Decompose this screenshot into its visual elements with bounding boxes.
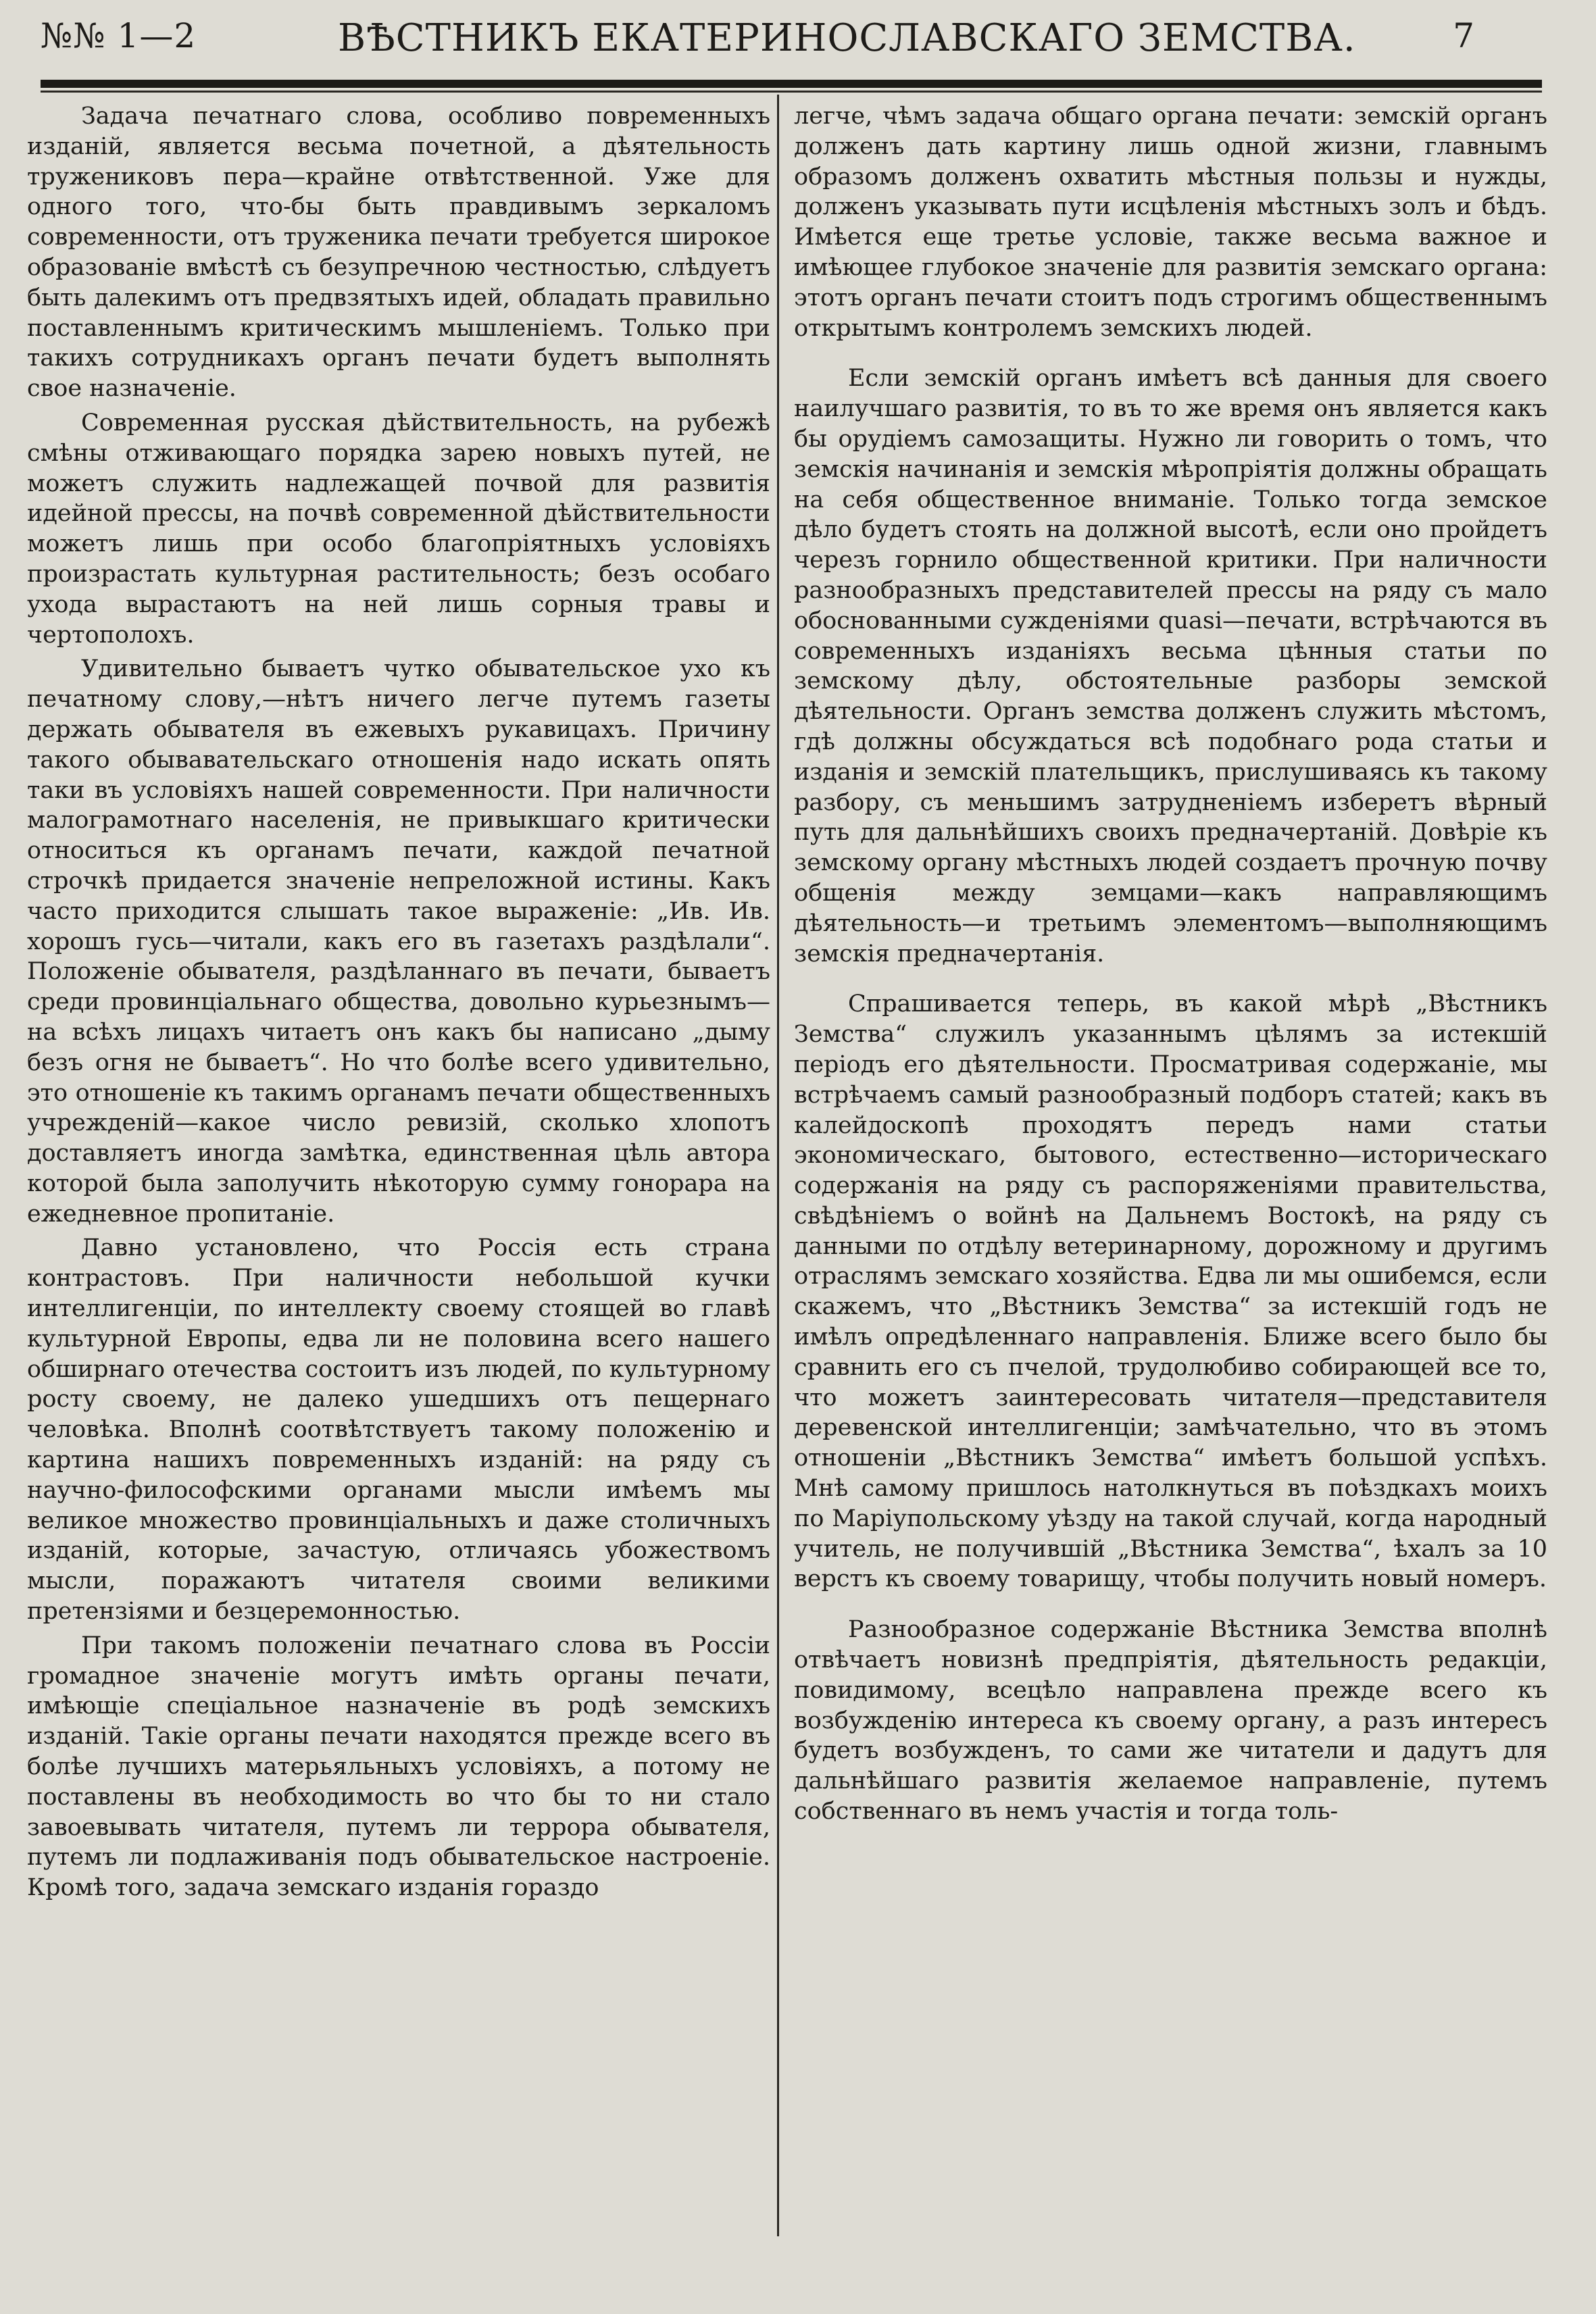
issue-number: №№ 1—2 (41, 16, 197, 55)
paragraph: Спрашивается теперь, въ какой мѣрѣ „Вѣстникъ Земства“ служилъ указаннымъ цѣлямъ за истекшій періодъ его дѣятельности. Просматривая содержаніе, мы встрѣчаемъ самый разнообразный подборъ статей; какъ въ калейдоскопѣ проходятъ передъ нами статьи экономическаго, бытового, естественно—историческаго содержанія на ряду съ распоряженіями правительства, свѣдѣніемъ о войнѣ на Дальнемъ Востокѣ, на ряду съ данными по отдѣлу ветеринарному, дорожному и другимъ отраслямъ земскаго хозяйства. Едва ли мы ошибемся, если скажемъ, что „Вѣстникъ Земства“ за истекшій годъ не имѣлъ опредѣленнаго направленія. Ближе всего было бы сравнить его съ пчелой, трудолюбиво собирающей все то, что можетъ заинтересовать читателя—представителя деревенской интеллигенціи; замѣчательно, что въ этомъ отношеніи „Вѣстникъ Земства“ имѣетъ большой успѣхъ. Мнѣ самому пришлось натолкнуться въ поѣздкахъ моихъ по Маріупольскому уѣзду на такой случай, когда народный учитель, не получившій „Вѣстника Земства“, ѣхалъ за 10 верстъ къ своему товарищу, чтобы получить новый номеръ. (794, 990, 1547, 1593)
paragraph: Задача печатнаго слова, особливо повременныхъ изданій, является весьма почетной, а дѣятельность тружениковъ пера—крайне отвѣтственной. Уже для одного того, что-бы быть правдивымъ зеркаломъ современности, отъ труженика печати требуется широкое образованіе вмѣстѣ съ безупречною честностью, слѣдуетъ быть далекимъ отъ предвзятыхъ идей, обладать правильно поставленнымъ критическимъ мышленіемъ. Только при такихъ сотрудникахъ органъ печати будетъ выполнять свое назначеніе. (27, 103, 770, 403)
paragraph: Если земскій органъ имѣетъ всѣ данныя для своего наилучшаго развитія, то въ то же время онъ является какъ бы орудіемъ самозащиты. Нужно ли говорить о томъ, что земскія начинанія и земскія мѣропріятія должны обращать на себя общественное вниманіе. Только тогда земское дѣло будетъ стоять на должной высотѣ, если оно пройдетъ черезъ горнило общественной критики. При наличности разнообразныхъ представителей прессы на ряду съ мало обоснованными сужденіями quasi—печати, встрѣчаются въ современныхъ изданіяхъ весьма цѣнныя статьи по земскому дѣлу, обстоятельные разборы земской дѣятельности. Органъ земства долженъ служить мѣстомъ, гдѣ должны обсуждаться всѣ подобнаго рода статьи и изданія и земскій плательщикъ, прислушиваясь къ такому разбору, съ меньшимъ затрудненіемъ изберетъ вѣрный путь для дальнѣйшихъ своихъ предначертаній. Довѣріе къ земскому органу мѣстныхъ людей создаетъ прочную почву общенія между земцами—какъ направляющимъ дѣятельность—и третьимъ элементомъ—выполняющимъ земскія предначертанія. (794, 365, 1547, 967)
paragraph: Современная русская дѣйствительность, на рубежѣ смѣны отживающаго порядка зарею новыхъ путей, не можетъ служить надлежащей почвой для развитія идейной прессы, на почвѣ современной дѣйствительности можетъ лишь при особо благопріятныхъ условіяхъ произрастать культурная растительность; безъ особаго ухода вырастаютъ на ней лишь сорныя травы и чертополохъ. (27, 409, 770, 649)
paragraph: легче, чѣмъ задача общаго органа печати: земскій органъ долженъ дать картину лишь одной жизни, главнымъ образомъ долженъ охватить мѣстныя пользы и нужды, долженъ указывать пути исцѣленія мѣстныхъ золъ и бѣдъ. Имѣется еще третье условіе, также весьма важное и имѣющее глубокое значеніе для развитія земскаго органа: этотъ органъ печати стоитъ подъ строгимъ общественнымъ открытымъ контролемъ земскихъ людей. (794, 103, 1547, 342)
page-number: 7 (1453, 16, 1474, 55)
paragraph: Удивительно бываетъ чутко обывательское ухо къ печатному слову,—нѣтъ ничего легче путемъ газеты держать обывателя въ ежевыхъ рукавицахъ. Причину такого обывавательскаго отношенія надо искать опять таки въ условіяхъ нашей современности. При наличности малограмотнаго населенія, не привыкшаго критически относиться къ органамъ печати, каждой печатной строчкѣ придается значеніе непреложной истины. Какъ часто приходится слышать такое выраженіе: „Ив. Ив. хорошъ гусь—читали, какъ его въ газетахъ раздѣлали“. Положеніе обывателя, раздѣланнаго въ печати, бываетъ среди провинціальнаго общества, довольно курьезнымъ—на всѣхъ лицахъ читаетъ онъ какъ бы написано „дыму безъ огня не бываетъ“. Но что болѣе всего удивительно, это отношеніе къ такимъ органамъ печати общественныхъ учрежденій—какое число ревизій, сколько хлопотъ доставляетъ иногда замѣтка, единственная цѣль автора которой была заполучить нѣкоторую сумму гонорара на ежедневное пропитаніе. (27, 655, 770, 1228)
paragraph: Разнообразное содержаніе Вѣстника Земства вполнѣ отвѣчаетъ новизнѣ предпріятія, дѣятельность редакціи, повидимому, всецѣло направлена прежде всего къ возбужденію интереса къ своему органу, а разъ интересъ будетъ возбужденъ, то сами же читатели и дадутъ для дальнѣйшаго развитія желаемое направленіе, путемъ собственнаго въ немъ участія и тогда толь- (794, 1616, 1547, 1826)
column-divider (777, 95, 779, 2236)
page-header (41, 12, 1555, 73)
paragraph: При такомъ положеніи печатнаго слова въ Россіи громадное значеніе могутъ имѣть органы печати, имѣющіе спеціальное назначеніе въ родѣ земскихъ изданій. Такіе органы печати находятся прежде всего въ болѣе лучшихъ матерьяльныхъ условіяхъ, а потому не поставлены въ необходимость во что бы то ни стало завоевывать читателя, путемъ ли террора обывателя, путемъ ли подлаживанія подъ обывательское настроеніе. Кромѣ того, задача земскаго изданія гораздо (27, 1632, 770, 1902)
masthead-title: ВѢСТНИКЪ ЕКАТЕРИНОСЛАВСКАГО ЗЕМСТВА. (338, 16, 1356, 60)
right-column (794, 101, 1547, 2216)
header-rule-thin (41, 91, 1542, 93)
header-rule-thick (41, 80, 1542, 88)
left-column (27, 101, 770, 2216)
paragraph: Давно установлено, что Россія есть страна контрастовъ. При наличности небольшой кучки интеллигенціи, по интеллекту своему стоящей во главѣ культурной Европы, едва ли не половина всего нашего обширнаго отечества состоитъ изъ людей, по культурному росту своему, не далеко ушедшихъ отъ пещернаго человѣка. Вполнѣ соотвѣтствуетъ такому положенію и картина нашихъ повременныхъ изданій: на ряду съ научно-философскими органами мысли имѣемъ мы великое множество провинціальныхъ и даже столичныхъ изданій, которые, зачастую, отличаясь убожествомъ мысли, поражаютъ читателя своими великими претензіями и безцеремонностью. (27, 1234, 770, 1626)
